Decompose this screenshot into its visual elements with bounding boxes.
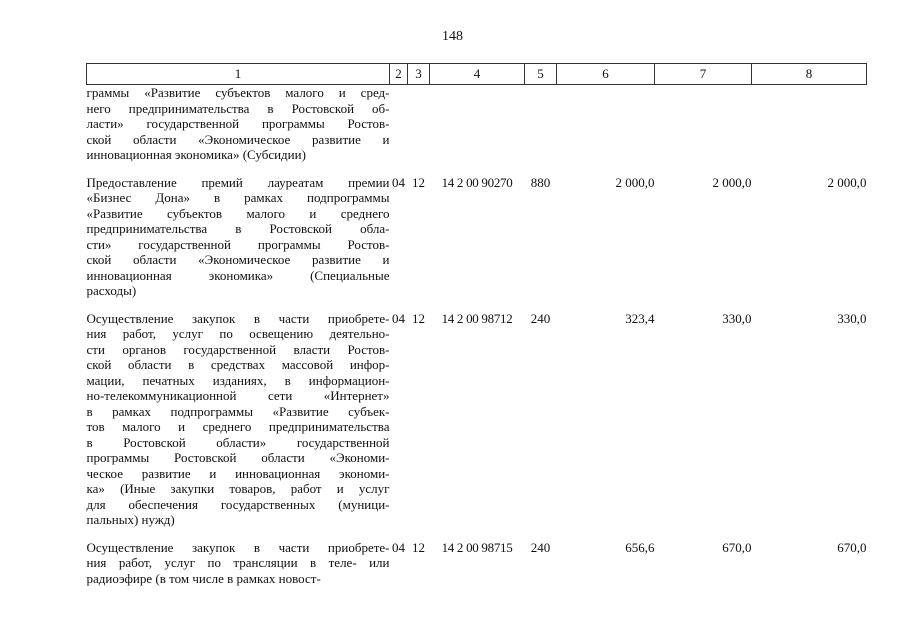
- table-row: [87, 85, 867, 163]
- row-spacer: [87, 163, 867, 175]
- subsection-code: 12: [412, 310, 425, 326]
- section-code: 04: [392, 174, 405, 190]
- amount-year-1: 656,6: [625, 539, 655, 555]
- expense-name-line: Предоставление премий лауреатам премии: [86, 174, 390, 190]
- expense-name: [87, 540, 390, 587]
- amount-year-2: 2 000,0: [712, 174, 752, 190]
- budget-table: [86, 63, 867, 586]
- expense-name-line: ласти» государственной программы Ростов-: [86, 116, 390, 131]
- table-row: [87, 175, 867, 299]
- expense-name-line: Осуществление закупок в части приобрете-: [86, 310, 390, 326]
- header-col-3: 3: [408, 64, 430, 85]
- expense-name-line: в рамках подпрограммы «Развитие субъек-: [86, 403, 390, 419]
- target-article-code: 14 2 00 98712: [441, 310, 513, 326]
- header-col-6: 6: [557, 64, 655, 85]
- expense-name-line: тов малого и среднего предпринимательства: [86, 419, 390, 434]
- subsection-code: [408, 85, 430, 163]
- target-article-code: 14 2 00 98715: [441, 539, 513, 555]
- section-code: 04: [392, 310, 405, 326]
- header-col-5: 5: [525, 64, 557, 85]
- target-article-code: 14 2 00 90270: [441, 174, 513, 190]
- header-col-2: 2: [390, 64, 408, 85]
- expense-name-line: пальных) нужд): [86, 512, 175, 527]
- expense-name-line: него предпринимательства в Ростовской об-: [86, 100, 390, 116]
- amount-year-3: [752, 85, 867, 163]
- expense-name-line: «Развитие субъектов малого и среднего: [86, 205, 390, 221]
- expense-name-line: инновационная экономика» (Специальные: [86, 267, 390, 283]
- row-spacer: [87, 299, 867, 311]
- expense-name-line: предпринимательства в Ростовской обла-: [86, 221, 390, 236]
- expense-name: [87, 85, 390, 163]
- amount-year-2: [655, 85, 752, 163]
- header-col-7: 7: [655, 64, 752, 85]
- amount-year-1: 323,4: [625, 310, 655, 326]
- header-col-8: 8: [752, 64, 867, 85]
- amount-year-2: 330,0: [722, 310, 752, 326]
- amount-year-3: 2 000,0: [827, 174, 867, 190]
- table-header-row: [87, 64, 867, 85]
- target-article-code: [430, 85, 525, 163]
- subsection-code: 12: [412, 539, 425, 555]
- page-number: 148: [442, 29, 463, 44]
- row-spacer: [87, 528, 867, 540]
- row-spacer-cell: [87, 163, 867, 175]
- amount-year-3: 670,0: [837, 539, 867, 555]
- amount-year-1: 2 000,0: [615, 174, 655, 190]
- expense-name-line: мации, печатных изданиях, в информацион-: [86, 372, 390, 388]
- amount-year-3: 330,0: [837, 310, 867, 326]
- expense-name-line: расходы): [86, 283, 137, 298]
- expense-type-code: 880: [530, 174, 551, 190]
- expense-name-line: ния работ, услуг по освещению деятельно-: [86, 326, 390, 341]
- amount-year-1: [557, 85, 655, 163]
- amount-year-2: 670,0: [722, 539, 752, 555]
- expense-name-line: инновационная экономика» (Субсидии): [86, 147, 306, 162]
- table-row: [87, 311, 867, 528]
- expense-name-line: ской области в средствах массовой инфор-: [86, 357, 390, 372]
- expense-name-line: ния работ, услуг по трансляции в теле- или: [86, 555, 390, 570]
- expense-type-code: 240: [530, 310, 551, 326]
- expense-name-line: граммы «Развитие субъектов малого и сред-: [86, 85, 390, 100]
- expense-name-line: сти» государственной программы Ростов-: [86, 236, 390, 252]
- expense-name-line: в Ростовской области» государственной: [86, 434, 390, 450]
- expense-type-code: [525, 85, 557, 163]
- expense-name-line: ской области «Экономическое развитие и: [86, 252, 390, 267]
- expense-name: [87, 175, 390, 299]
- expense-name-line: ческое развитие и инновационная экономи-: [86, 465, 390, 481]
- header-col-4: 4: [430, 64, 525, 85]
- expense-name: [87, 311, 390, 528]
- expense-name-line: но-телекоммуникационной сети «Интернет»: [86, 388, 390, 403]
- table-row: [87, 540, 867, 587]
- expense-type-code: 240: [530, 539, 551, 555]
- row-spacer-cell: [87, 528, 867, 540]
- expense-name-line: ка» (Иные закупки товаров, работ и услуг: [86, 481, 390, 496]
- expense-name-line: программы Ростовской области «Экономи-: [86, 450, 390, 465]
- expense-name-line: сти органов государственной власти Ростов-: [86, 341, 390, 357]
- expense-name-line: радиоэфире (в том числе в рамках новост-: [86, 570, 321, 586]
- header-col-1: 1: [87, 64, 390, 85]
- subsection-code: 12: [412, 174, 425, 190]
- expense-name-line: «Бизнес Дона» в рамках подпрограммы: [86, 190, 390, 205]
- expense-name-line: Осуществление закупок в части приобрете-: [86, 539, 390, 555]
- expense-name-line: для обеспечения государственных (муници-: [86, 496, 390, 512]
- section-code: 04: [392, 539, 405, 555]
- section-code: [390, 85, 408, 163]
- budget-table-body: [87, 85, 867, 587]
- expense-name-line: ской области «Экономическое развитие и: [86, 131, 390, 147]
- row-spacer-cell: [87, 299, 867, 311]
